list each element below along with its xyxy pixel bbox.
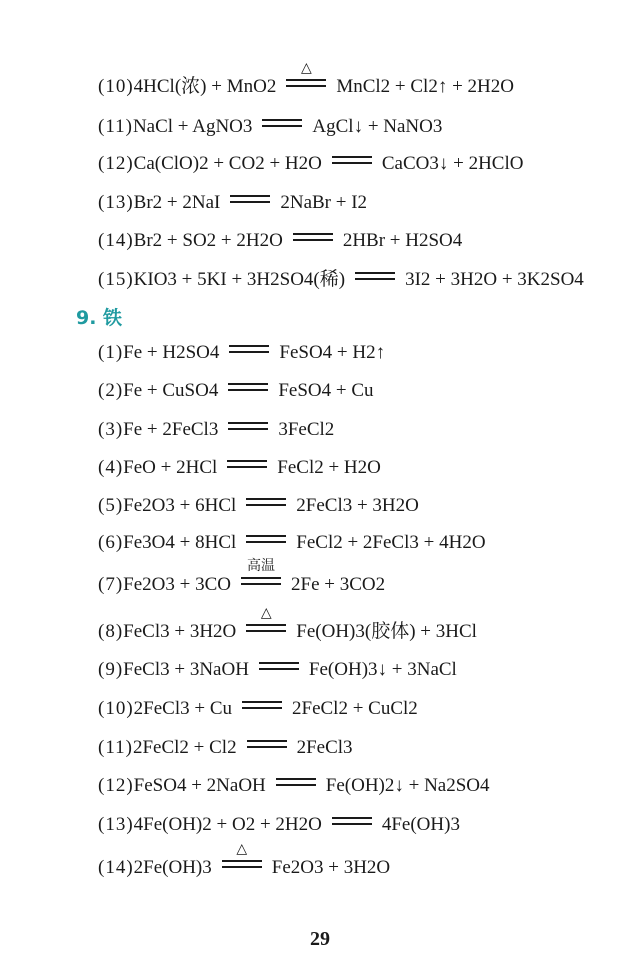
equation-products: 2FeCl3 + 3H2O [296, 495, 419, 516]
equation-reactants: FeCl3 + 3NaOH [123, 659, 249, 680]
equation-reactants: Ca(ClO)2 + CO2 + H2O [133, 153, 322, 174]
equation-reactants: Fe2O3 + 3CO [123, 574, 231, 595]
equation-reactants: 4Fe(OH)2 + O2 + 2H2O [133, 814, 322, 835]
equation-products: AgCl↓ + NaNO3 [312, 116, 443, 137]
equals-sign [262, 119, 302, 127]
equation-number: (10) [98, 698, 134, 719]
equation-products: 4Fe(OH)3 [381, 814, 460, 835]
equals-sign [332, 156, 372, 164]
equation-row [98, 697, 418, 721]
equals-sign [227, 460, 267, 468]
equation-row [98, 531, 486, 555]
equation-row [98, 774, 490, 798]
equals-sign [229, 345, 269, 353]
equation-number: (11) [98, 737, 133, 758]
equation-reactants: Fe2O3 + 6HCl [123, 495, 237, 516]
equation-products: FeSO4 + H2↑ [279, 342, 386, 363]
equation-number: (3) [98, 419, 124, 440]
reaction-condition: 高温 [247, 559, 275, 574]
equation-reactants: FeSO4 + 2NaOH [133, 775, 266, 796]
equation-products: FeCl2 + 2FeCl3 + 4H2O [296, 532, 486, 553]
equation-number: (8) [98, 621, 124, 642]
reaction-condition: △ [300, 61, 312, 76]
equation-row [98, 341, 385, 365]
equation-products: 2FeCl2 + CuCl2 [292, 698, 418, 719]
equation-products: MnCl2 + Cl2↑ + 2H2O [336, 76, 514, 97]
equation-row [98, 418, 334, 442]
equation-number: (11) [98, 116, 133, 137]
reaction-condition: △ [236, 842, 248, 857]
equation-products: 2Fe + 3CO2 [291, 574, 386, 595]
equation-reactants: 2FeCl3 + Cu [133, 698, 232, 719]
equation-number: (1) [98, 342, 124, 363]
equation-row [98, 61, 514, 99]
equals-sign [355, 272, 395, 280]
equation-products: FeCl2 + H2O [277, 457, 381, 478]
equals-sign [246, 498, 286, 506]
equation-products: Fe(OH)3(胶体) + 3HCl [296, 621, 477, 642]
equation-row [98, 813, 460, 837]
equation-reactants: FeCl3 + 3H2O [123, 621, 237, 642]
equation-number: (7) [98, 574, 124, 595]
equals-sign [230, 195, 270, 203]
equation-number: (15) [98, 269, 134, 290]
equation-number: (13) [98, 192, 134, 213]
equation-reactants: 2Fe(OH)3 [133, 857, 212, 878]
equation-reactants: Br2 + SO2 + 2H2O [133, 230, 283, 251]
equation-products: 3I2 + 3H2O + 3K2SO4 [405, 269, 584, 290]
equals-sign [246, 606, 286, 632]
equation-row [98, 115, 442, 139]
equation-number: (12) [98, 775, 134, 796]
equation-row [98, 191, 367, 215]
equals-sign [242, 701, 282, 709]
equals-sign [247, 740, 287, 748]
equation-number: (14) [98, 857, 134, 878]
equation-number: (13) [98, 814, 134, 835]
equation-number: (4) [98, 457, 124, 478]
equation-number: (5) [98, 495, 124, 516]
equation-number: (2) [98, 380, 124, 401]
equation-reactants: FeO + 2HCl [123, 457, 218, 478]
equation-reactants: 2FeCl2 + Cl2 [132, 737, 237, 758]
equation-reactants: Br2 + 2NaI [133, 192, 221, 213]
equation-row [98, 229, 462, 253]
equation-products: Fe2O3 + 3H2O [271, 857, 391, 878]
equation-reactants: Fe + H2SO4 [123, 342, 220, 363]
page-number: 29 [310, 928, 330, 950]
equation-row [98, 268, 584, 292]
equals-sign [293, 233, 333, 241]
equation-row [98, 606, 477, 644]
equation-number: (6) [98, 532, 124, 553]
equals-sign [332, 817, 372, 825]
equation-number: (9) [98, 659, 124, 680]
equals-sign [222, 842, 262, 868]
equation-products: Fe(OH)2↓ + Na2SO4 [325, 775, 490, 796]
reaction-condition: △ [260, 606, 272, 621]
equation-reactants: Fe + 2FeCl3 [123, 419, 219, 440]
equation-reactants: 4HCl(浓) + MnO2 [133, 76, 277, 97]
equation-row [98, 152, 523, 176]
equation-row [98, 379, 374, 403]
equation-products: Fe(OH)3↓ + 3NaCl [308, 659, 457, 680]
equation-products: 3FeCl2 [278, 419, 335, 440]
equals-sign [228, 383, 268, 391]
equation-row [98, 559, 386, 597]
equation-reactants: NaCl + AgNO3 [132, 116, 253, 137]
equation-reactants: KIO3 + 5KI + 3H2SO4(稀) [133, 269, 346, 290]
equation-reactants: Fe3O4 + 8HCl [123, 532, 237, 553]
equation-row [98, 736, 353, 760]
equation-row [98, 842, 391, 880]
equation-number: (14) [98, 230, 134, 251]
equation-row [98, 658, 457, 682]
equation-row [98, 494, 419, 518]
equals-sign [241, 559, 281, 585]
equals-sign [276, 778, 316, 786]
equation-products: 2HBr + H2SO4 [342, 230, 463, 251]
equation-products: FeSO4 + Cu [278, 380, 374, 401]
equals-sign [286, 61, 326, 87]
equation-products: CaCO3↓ + 2HClO [381, 153, 524, 174]
equation-products: 2FeCl3 [296, 737, 353, 758]
equals-sign [228, 422, 268, 430]
section-heading-iron: 9. 铁 [76, 307, 123, 329]
equals-sign [259, 662, 299, 670]
equation-number: (10) [98, 76, 134, 97]
equals-sign [246, 535, 286, 543]
equation-reactants: Fe + CuSO4 [123, 380, 219, 401]
equation-products: 2NaBr + I2 [280, 192, 368, 213]
equation-row [98, 456, 381, 480]
equation-number: (12) [98, 153, 134, 174]
